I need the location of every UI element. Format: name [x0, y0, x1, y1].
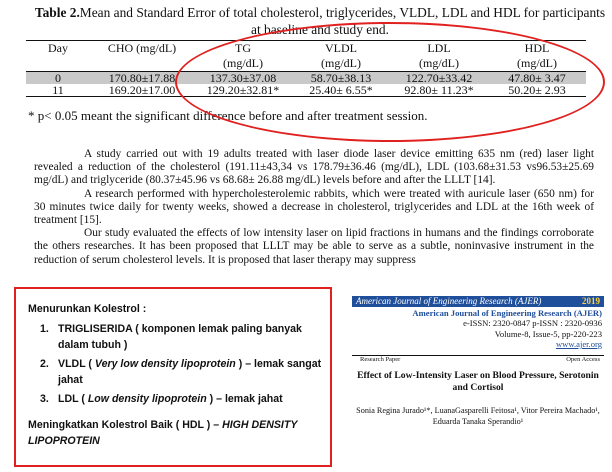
cell-cho: 169.20±17.00: [90, 84, 194, 97]
list-number: 2.: [40, 358, 49, 370]
cell-tg: 137.30±37.08: [194, 72, 292, 85]
list-text-italic: Low density lipoprotein: [87, 393, 207, 405]
body-text: [34, 148, 594, 267]
cell-vldl: 58.70±38.13: [292, 72, 390, 85]
article-title: Effect of Low-Intensity Laser on Blood Pressure, Serotonin and Cortisol: [357, 370, 599, 393]
journal-banner-year: 2019: [582, 296, 600, 306]
paper-type: Research Paper: [360, 356, 401, 363]
cell-cho: 170.80±17.88: [90, 72, 194, 85]
cell-vldl: 25.40± 6.55*: [292, 84, 390, 97]
authors-line: Eduarda Tanaka Sperandio¹: [432, 416, 524, 426]
list-text: TRIGLISERIDA ( komponen lemak paling banyak dalam tubuh ): [58, 323, 302, 351]
journal-banner: [352, 296, 604, 307]
header-hdl-label: HDL: [524, 41, 550, 55]
header-vldl-label: VLDL: [325, 41, 357, 55]
cell-hdl: 50.20± 2.93: [488, 84, 586, 97]
annotation-title: Menurunkan Kolestrol :: [28, 303, 147, 315]
list-item: [40, 356, 322, 388]
paragraph: A research performed with hypercholesterolemic rabbits, which were treated with auricule laser (650 nm) for 30 minutes twice daily for twenty weeks, showed a decrease in cholesterol, triglycerides and LDL at the 16th week of treatment [15].: [34, 187, 594, 227]
list-number: 3.: [40, 393, 49, 405]
paragraph: Our study evaluated the effects of low intensity laser on lipid fractions in humans and the findings corroborate the others researches. It has been proposed that LLLT may be able to serve as a subtle, noninvasive instrument in the reduction of serum cholesterol levels. It is proposed that laser therapy may suppress: [34, 227, 594, 266]
header-ldl-unit: (mg/dL): [419, 56, 459, 70]
annotation-footer-italic: HIGH DENSITY LIPOPROTEIN: [28, 419, 298, 447]
list-text: VLDL (: [58, 358, 95, 370]
list-item: [40, 321, 322, 353]
journal-volume: Volume-8, Issue-5, pp-220-223: [494, 328, 602, 339]
journal-url-link[interactable]: www.ajer.org: [555, 339, 602, 350]
header-vldl: [292, 41, 390, 72]
cell-hdl: 47.80± 3.47: [488, 72, 586, 85]
annotation-list: [40, 321, 322, 410]
authors-line: Sonia Regina Jurado¹*, LuanaGasparelli Feitosa¹, Vitor Pereira Machado¹,: [356, 406, 600, 415]
journal-banner-title: American Journal of Engineering Research (AJER): [356, 296, 542, 306]
paragraph: A study carried out with 19 adults treated with laser diode laser device emitting 635 nm (red) laser light revealed a reduction of the cholesterol (191.11±43,34 vs 178.79±36.46 (mg/dL), LDL (103.68±31.53 vs96.53±25.69 mg/dL) and triglyceride (80.37±45.96 vs 68.68± 26.88 mg/dL) levels before and after the LLLT [14].: [34, 148, 594, 187]
list-text-rest: ) – lemak sangat jahat: [58, 358, 322, 386]
article-authors: [350, 406, 606, 427]
list-text-rest: ) – lemak jahat: [206, 393, 283, 405]
header-ldl-label: LDL: [427, 41, 451, 55]
lipid-table: [26, 40, 586, 97]
access-type: Open Access: [566, 356, 600, 363]
header-tg-label: TG: [235, 41, 251, 55]
header-hdl-unit: (mg/dL): [517, 56, 557, 70]
header-cho: CHO (mg/dL): [90, 41, 194, 72]
table-footnote: * p< 0.05 meant the significant difference before and after treatment session.: [28, 108, 428, 123]
list-number: 1.: [40, 323, 49, 335]
annotation-footer: [28, 417, 324, 449]
table-row: [26, 84, 586, 97]
header-tg: [194, 41, 292, 72]
annotation-box: [14, 287, 332, 467]
journal-name: American Journal of Engineering Research (AJER): [412, 308, 602, 318]
annotation-footer-text: Meningkatkan Kolestrol Baik ( HDL ) –: [28, 419, 223, 431]
cell-ldl: 122.70±33.42: [390, 72, 488, 85]
cell-day: 0: [26, 72, 90, 85]
header-hdl: [488, 41, 586, 72]
table-caption: [34, 4, 606, 38]
cell-day: 11: [26, 84, 90, 97]
journal-info: [412, 308, 602, 350]
table-header-row: [26, 41, 586, 72]
header-tg-unit: (mg/dL): [223, 56, 263, 70]
cell-ldl: 92.80± 11.23*: [390, 84, 488, 97]
table-caption-label: Table 2.: [34, 5, 80, 20]
header-vldl-unit: (mg/dL): [321, 56, 361, 70]
cell-tg: 129.20±32.81*: [194, 84, 292, 97]
header-day: Day: [26, 41, 90, 72]
journal-header: [350, 296, 606, 472]
list-text-italic: Very low density lipoprotein: [94, 358, 236, 370]
list-text: LDL (: [58, 393, 88, 405]
list-item: [40, 391, 322, 407]
table-caption-text: Mean and Standard Error of total cholesterol, triglycerides, VLDL, LDL and HDL for participants at baseline and study end.: [79, 5, 606, 37]
journal-issn: e-ISSN: 2320-0847 p-ISSN : 2320-0936: [463, 318, 602, 329]
header-ldl: [390, 41, 488, 72]
